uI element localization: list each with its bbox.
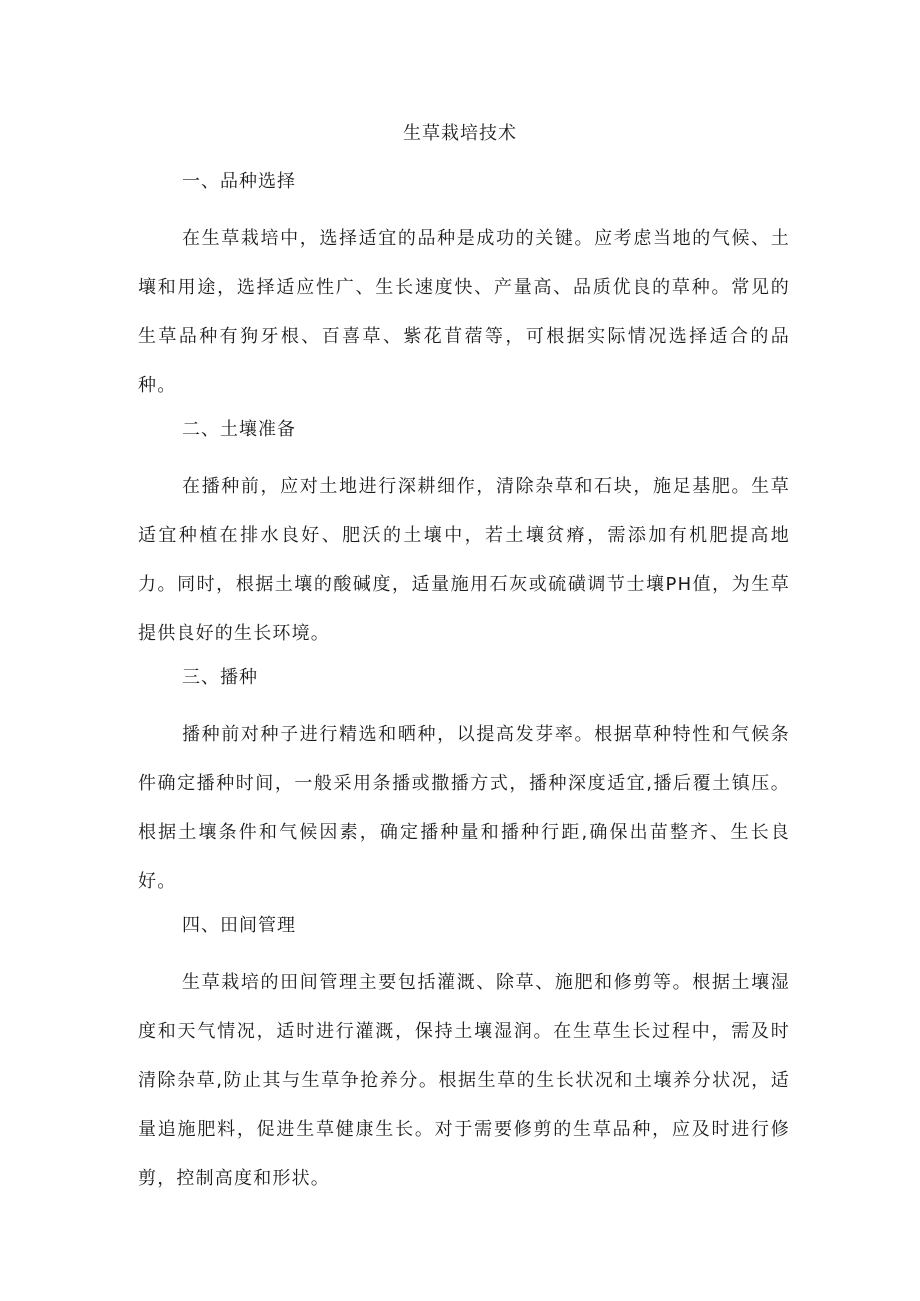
section-field-management <box>138 910 790 1203</box>
section-heading: 三、播种 <box>182 667 258 688</box>
document-body <box>138 166 790 1207</box>
section-soil-preparation <box>138 414 790 658</box>
section-paragraph: 播种前对种子进行精选和晒种，以提高发芽率。根据草种特性和气候条件确定播种时间，一般采用条播或撒播方式，播种深度适宜,播后覆土镇压。根据土壤条件和气候因素，确定播种量和播种行距,确保出苗整齐、生长良好。 <box>138 724 790 892</box>
section-paragraph: 在播种前，应对土地进行深耕细作，清除杂草和石块，施足基肥。生草适宜种植在排水良好、肥沃的土壤中，若土壤贫瘠，需添加有机肥提高地力。同时，根据土壤的酸碱度，适量施用石灰或硫磺调节士壤PH值，为生草提供良好的生长环境。 <box>138 476 790 644</box>
section-paragraph: 生草栽培的田间管理主要包括灌溉、除草、施肥和修剪等。根据土壤湿度和天气情况，适时进行灌溉，保持土壤湿润。在生草生长过程中，需及时清除杂草,防止其与生草争抢养分。根据生草的生长状况和土壤养分状况，适量追施肥料，促进生草健康生长。对于需要修剪的生草品种，应及时进行修剪，控制高度和形状。 <box>138 972 790 1189</box>
section-sowing <box>138 662 790 906</box>
section-heading: 四、田间管理 <box>182 915 296 936</box>
section-variety-selection <box>138 166 790 410</box>
section-paragraph: 在生草栽培中，选择适宜的品种是成功的关键。应考虑当地的气候、土壤和用途，选择适应性广、生长速度快、产量高、品质优良的草种。常见的生草品种有狗牙根、百喜草、紫花苜蓿等，可根据实际情况选择适合的品种。 <box>138 228 790 396</box>
section-heading: 二、土壤准备 <box>182 419 296 440</box>
document-title: 生草栽培技术 <box>403 123 517 144</box>
section-heading: 一、品种选择 <box>182 171 296 192</box>
